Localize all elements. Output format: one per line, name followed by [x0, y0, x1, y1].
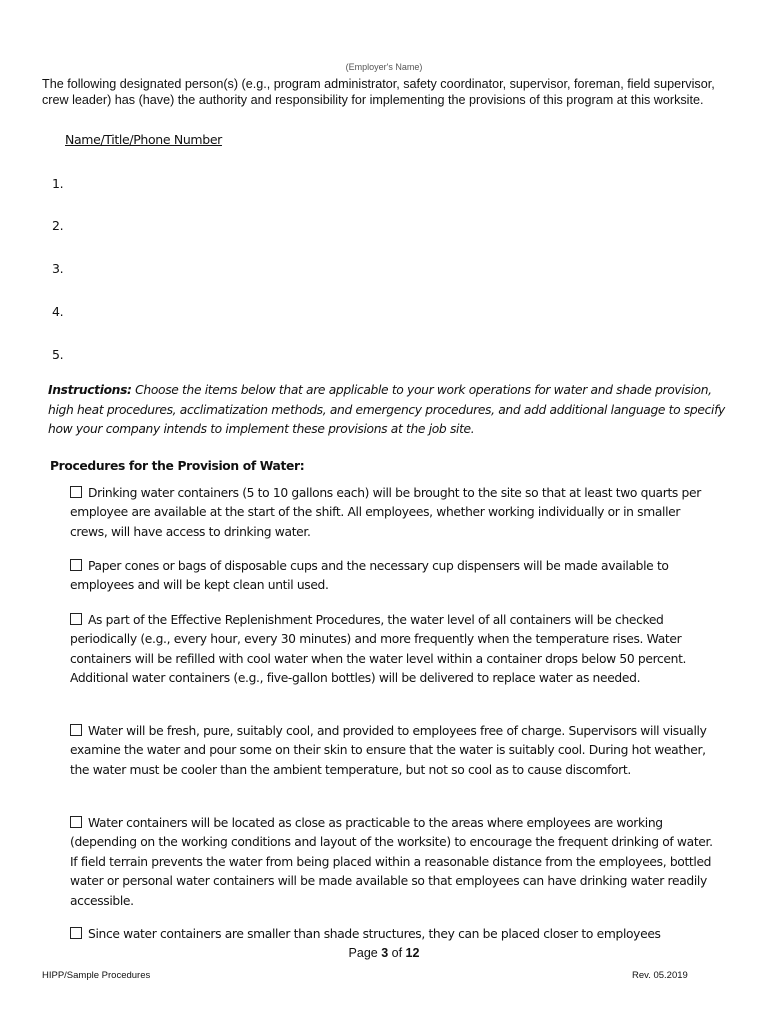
water-item-text: Paper cones or bags of disposable cups and the necessary cup dispensers will be made available to employees and will be kept clean until used.	[70, 559, 669, 593]
water-item-text: Water containers will be located as close as practicable to the areas where employees are working (depending on the working conditions and layout of the worksite) to encourage the frequent drinking of water. If field terrain prevents the water from being placed within a reasonable distance from the employees, bottled water or personal water containers will be made available so that employees can have drinking water readily accessible.	[70, 816, 713, 908]
page-prefix: Page	[348, 946, 382, 960]
numbered-line-1: 1.	[52, 176, 64, 191]
numbered-line-4: 4.	[52, 304, 64, 319]
numbered-line-2: 2.	[52, 218, 64, 233]
page-of: of	[388, 946, 406, 960]
water-item-text: Since water containers are smaller than shade structures, they can be placed closer to employees	[88, 927, 661, 941]
water-item-3	[70, 611, 720, 689]
footer-right: Rev. 05.2019	[632, 970, 688, 981]
instructions-paragraph	[48, 381, 728, 440]
numbered-line-5: 5.	[52, 347, 64, 362]
water-item-text: Drinking water containers (5 to 10 gallons each) will be brought to the site so that at least two quarts per employee are available at the start of the shift. All employees, whether working individually or in smaller crews, will have access to drinking water.	[70, 486, 701, 539]
water-item-4	[70, 722, 720, 780]
water-item-2	[70, 557, 720, 596]
checkbox[interactable]	[70, 486, 82, 498]
checkbox[interactable]	[70, 613, 82, 625]
employer-name-label: (Employer's Name)	[345, 62, 423, 72]
water-item-6	[70, 925, 720, 944]
intro-paragraph: The following designated person(s) (e.g., program administrator, safety coordinator, supervisor, foreman, field supervisor, crew leader) has (have) the authority and responsibility for implementing the provisions of this program at this worksite.	[42, 77, 715, 107]
checkbox[interactable]	[70, 559, 82, 571]
water-item-1	[70, 484, 720, 542]
instructions-text: Choose the items below that are applicable to your work operations for water and shade provision, high heat procedures, acclimatization methods, and emergency procedures, and add additional language to specify how your company intends to implement these provisions at the job site.	[48, 383, 725, 436]
checkbox[interactable]	[70, 724, 82, 736]
water-item-5	[70, 814, 720, 911]
page-current: 3	[381, 946, 389, 960]
name-title-phone-heading: Name/Title/Phone Number	[65, 132, 222, 147]
checkbox[interactable]	[70, 816, 82, 828]
instructions-label: Instructions:	[48, 383, 132, 397]
page-total: 12	[405, 946, 420, 960]
footer-left: HIPP/Sample Procedures	[42, 970, 151, 981]
page-number	[0, 946, 768, 960]
water-item-text: Water will be fresh, pure, suitably cool, and provided to employees free of charge. Supervisors will visually examine the water and pour some on their skin to ensure that the water is suitably cool. During hot weather, the water must be cooler than the ambient temperature, but not so cool as to cause discomfort.	[70, 724, 707, 777]
water-item-text: As part of the Effective Replenishment Procedures, the water level of all containers will be checked periodically (e.g., every hour, every 30 minutes) and more frequently when the temperature rises. Water containers will be refilled with cool water when the water level within a container drops below 50 percent. Additional water containers (e.g., five-gallon bottles) will be delivered to replace water as needed.	[70, 613, 687, 686]
checkbox[interactable]	[70, 927, 82, 939]
section-title: Procedures for the Provision of Water:	[50, 459, 305, 473]
numbered-line-3: 3.	[52, 261, 64, 276]
